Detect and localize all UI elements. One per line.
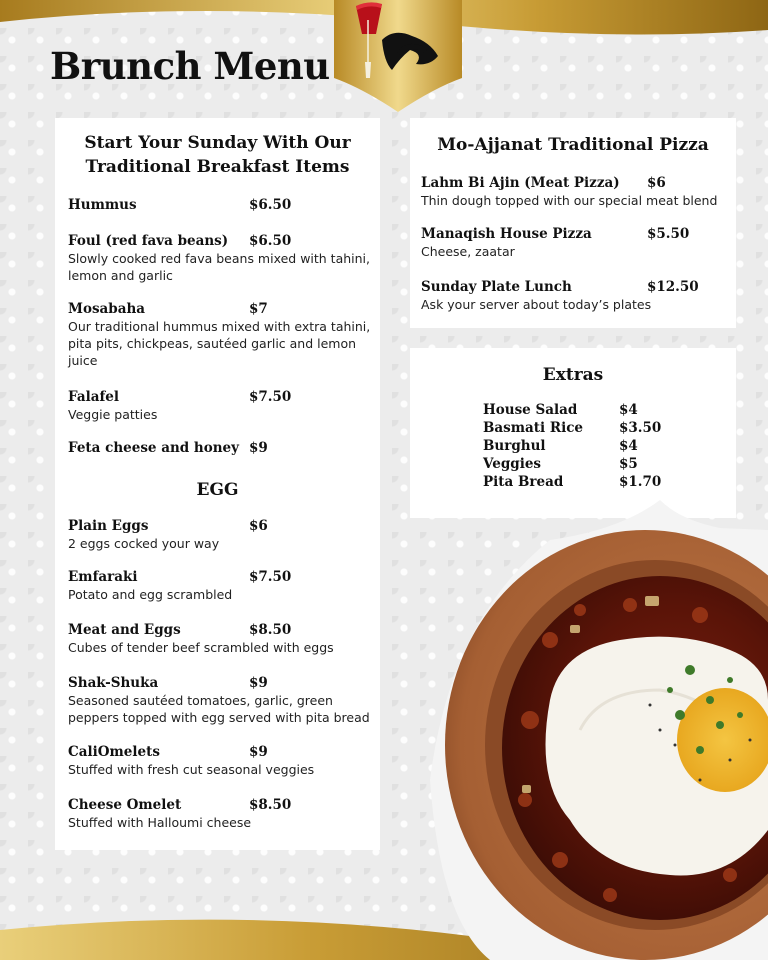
item-name: House Salad (483, 402, 578, 418)
item-description: 2 eggs cocked your way (68, 536, 220, 551)
item-price: $9 (249, 440, 268, 456)
menu-item (421, 226, 726, 260)
item-price: $6 (249, 518, 268, 534)
item-description: Seasoned sautéed tomatoes, garlic, green peppers topped with egg served with pita bread (68, 693, 370, 725)
menu-item (68, 440, 373, 457)
item-name: CaliOmelets (68, 744, 160, 760)
item-description: Slowly cooked red fava beans mixed with tahini, lemon and garlic (68, 251, 371, 283)
menu-item (68, 389, 373, 423)
item-price: $6 (647, 175, 666, 191)
item-name: Shak-Shuka (68, 675, 159, 691)
menu-item (68, 569, 373, 603)
breakfast-panel (55, 118, 380, 850)
item-price: $5.50 (647, 226, 690, 242)
item-price: $3.50 (619, 420, 662, 436)
item-price: $8.50 (249, 622, 292, 638)
item-price: $8.50 (249, 797, 292, 813)
item-name: Manaqish House Pizza (421, 226, 592, 242)
item-name: Plain Eggs (68, 518, 149, 534)
item-description: Cubes of tender beef scrambled with eggs (68, 640, 334, 655)
shakshuka-dish-image (430, 500, 768, 960)
item-description: Veggie patties (68, 407, 158, 422)
item-name: Cheese Omelet (68, 797, 182, 813)
item-price: $4 (619, 438, 638, 454)
item-name: Pita Bread (483, 474, 564, 490)
item-description: Stuffed with fresh cut seasonal veggies (68, 762, 315, 777)
item-name: Foul (red fava beans) (68, 233, 229, 249)
item-price: $12.50 (647, 279, 699, 295)
item-price: $1.70 (619, 474, 662, 490)
pizza-heading: Mo-Ajjanat Traditional Pizza (437, 135, 709, 155)
menu-item (68, 744, 373, 778)
item-description: Ask your server about today’s plates (421, 297, 652, 312)
pizza-panel (410, 118, 736, 328)
item-name: Hummus (68, 197, 137, 213)
page-title: Brunch Menu (50, 44, 330, 88)
item-name: Falafel (68, 389, 119, 405)
item-name: Veggies (483, 456, 542, 472)
item-name: Meat and Eggs (68, 622, 181, 638)
item-price: $6.50 (249, 197, 292, 213)
menu-item (68, 197, 373, 214)
breakfast-heading-line2: Traditional Breakfast Items (85, 157, 350, 177)
extras-item (483, 402, 703, 420)
item-name: Mosabaha (68, 301, 146, 317)
item-price: $7 (249, 301, 268, 317)
item-name: Sunday Plate Lunch (421, 279, 572, 295)
menu-item (68, 233, 373, 284)
item-price: $7.50 (249, 389, 292, 405)
extras-item (483, 474, 703, 492)
item-name: Lahm Bi Ajin (Meat Pizza) (421, 175, 620, 191)
menu-item (421, 279, 726, 313)
menu-item (68, 797, 373, 831)
menu-item (68, 622, 373, 656)
extras-item (483, 456, 703, 474)
egg-heading: EGG (196, 480, 239, 500)
item-price: $5 (619, 456, 638, 472)
item-name: Feta cheese and honey (68, 440, 239, 456)
extras-panel (410, 348, 736, 518)
extras-heading: Extras (542, 365, 604, 385)
item-description: Thin dough topped with our special meat blend (421, 193, 718, 208)
item-name: Burghul (483, 438, 546, 454)
item-price: $4 (619, 402, 638, 418)
extras-item (483, 438, 703, 456)
item-price: $6.50 (249, 233, 292, 249)
item-price: $9 (249, 744, 268, 760)
menu-item (68, 301, 373, 369)
item-description: Stuffed with Halloumi cheese (68, 815, 252, 830)
item-price: $7.50 (249, 569, 292, 585)
breakfast-heading-line1: Start Your Sunday With Our (84, 133, 351, 153)
menu-item (68, 675, 373, 726)
menu-item (421, 175, 726, 209)
item-description: Our traditional hummus mixed with extra tahini, pita pits, chickpeas, sautéed garlic and lemon juice (68, 319, 371, 368)
breakfast-heading (55, 131, 380, 179)
item-name: Emfaraki (68, 569, 138, 585)
menu-item (68, 518, 373, 552)
extras-list (483, 402, 703, 492)
item-description: Cheese, zaatar (421, 244, 515, 259)
item-name: Basmati Rice (483, 420, 584, 436)
item-description: Potato and egg scrambled (68, 587, 233, 602)
item-price: $9 (249, 675, 268, 691)
extras-item (483, 420, 703, 438)
fez-logo-icon (334, 0, 462, 112)
